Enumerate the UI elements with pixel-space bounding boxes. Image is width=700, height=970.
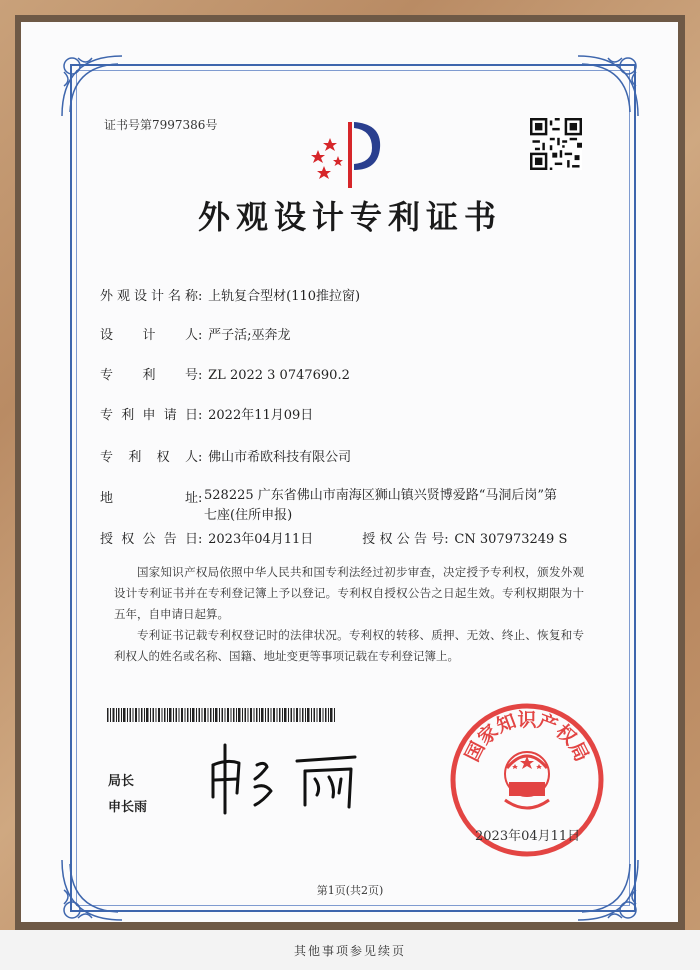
grant-number-value: CN 307973249 S	[454, 532, 568, 547]
director-title: 局长	[108, 774, 135, 789]
field-value: 2022年11月09日	[208, 408, 314, 423]
field-label: 地址	[100, 491, 198, 506]
field-address: 地址:	[100, 487, 204, 506]
field-label: 设计人	[100, 328, 198, 343]
field-label: 专利申请日	[100, 408, 198, 423]
certificate-number: 证书号第7997386号	[104, 118, 218, 132]
field-design-name: 外观设计名称: 上轨复合型材(110推拉窗)	[100, 285, 360, 304]
certificate-title: 外观设计专利证书	[197, 198, 502, 236]
cnipa-logo-icon	[300, 108, 390, 198]
corner-ornament-icon	[52, 46, 132, 126]
field-patentee: 专利权人: 佛山市希欧科技有限公司	[100, 446, 351, 465]
field-value: 上轨复合型材(110推拉窗)	[208, 289, 361, 304]
field-value: 佛山市希欧科技有限公司	[208, 450, 352, 465]
grant-date-value: 2023年04月11日	[208, 532, 314, 547]
footer-note: 其他事项参见续页	[293, 944, 406, 958]
signature-icon	[205, 735, 365, 815]
seal-date: 2023年04月11日	[475, 829, 581, 844]
field-designer: 设计人: 严子活;巫奔龙	[100, 324, 291, 343]
field-value: 严子活;巫奔龙	[208, 328, 291, 343]
field-grant: 授权公告日: 2023年04月11日 授权公告号: CN 307973249 S	[100, 528, 567, 547]
grant-number-label: 授权公告号	[362, 532, 445, 547]
grant-date-label: 授权公告日	[100, 532, 198, 547]
corner-ornament-icon	[568, 46, 648, 126]
seal-text: 国家知识产权局	[461, 709, 593, 766]
field-label: 专利权人	[100, 450, 198, 465]
field-patent-number: 专利号: ZL 2022 3 0747690.2	[100, 364, 350, 383]
address-value: 528225 广东省佛山市南海区狮山镇兴贤博爱路“马洞后岗”第七座(住所申报)	[204, 488, 558, 523]
statement-paragraph: 国家知识产权局依照中华人民共和国专利法经过初步审查，决定授予专利权，颁发外观设计专利证书并在专利登记簿上予以登记。专利权自授权公告之日起生效。专利权期限为十五年，自申请日起算。	[114, 565, 584, 621]
field-label: 外观设计名称	[100, 289, 198, 304]
director-name: 申长雨	[108, 800, 148, 815]
field-application-date: 专利申请日: 2022年11月09日	[100, 404, 313, 423]
field-value: ZL 2022 3 0747690.2	[208, 368, 350, 383]
barcode-icon	[107, 708, 337, 722]
page-indicator: 第1页(共2页)	[316, 884, 384, 897]
field-label: 专利号	[100, 368, 198, 383]
qr-code-icon	[530, 118, 582, 170]
legal-status-paragraph: 专利证书记载专利权登记时的法律状况。专利权的转移、质押、无效、终止、恢复和专利权人的姓名或名称、国籍、地址变更等事项记载在专利登记簿上。	[114, 628, 584, 663]
